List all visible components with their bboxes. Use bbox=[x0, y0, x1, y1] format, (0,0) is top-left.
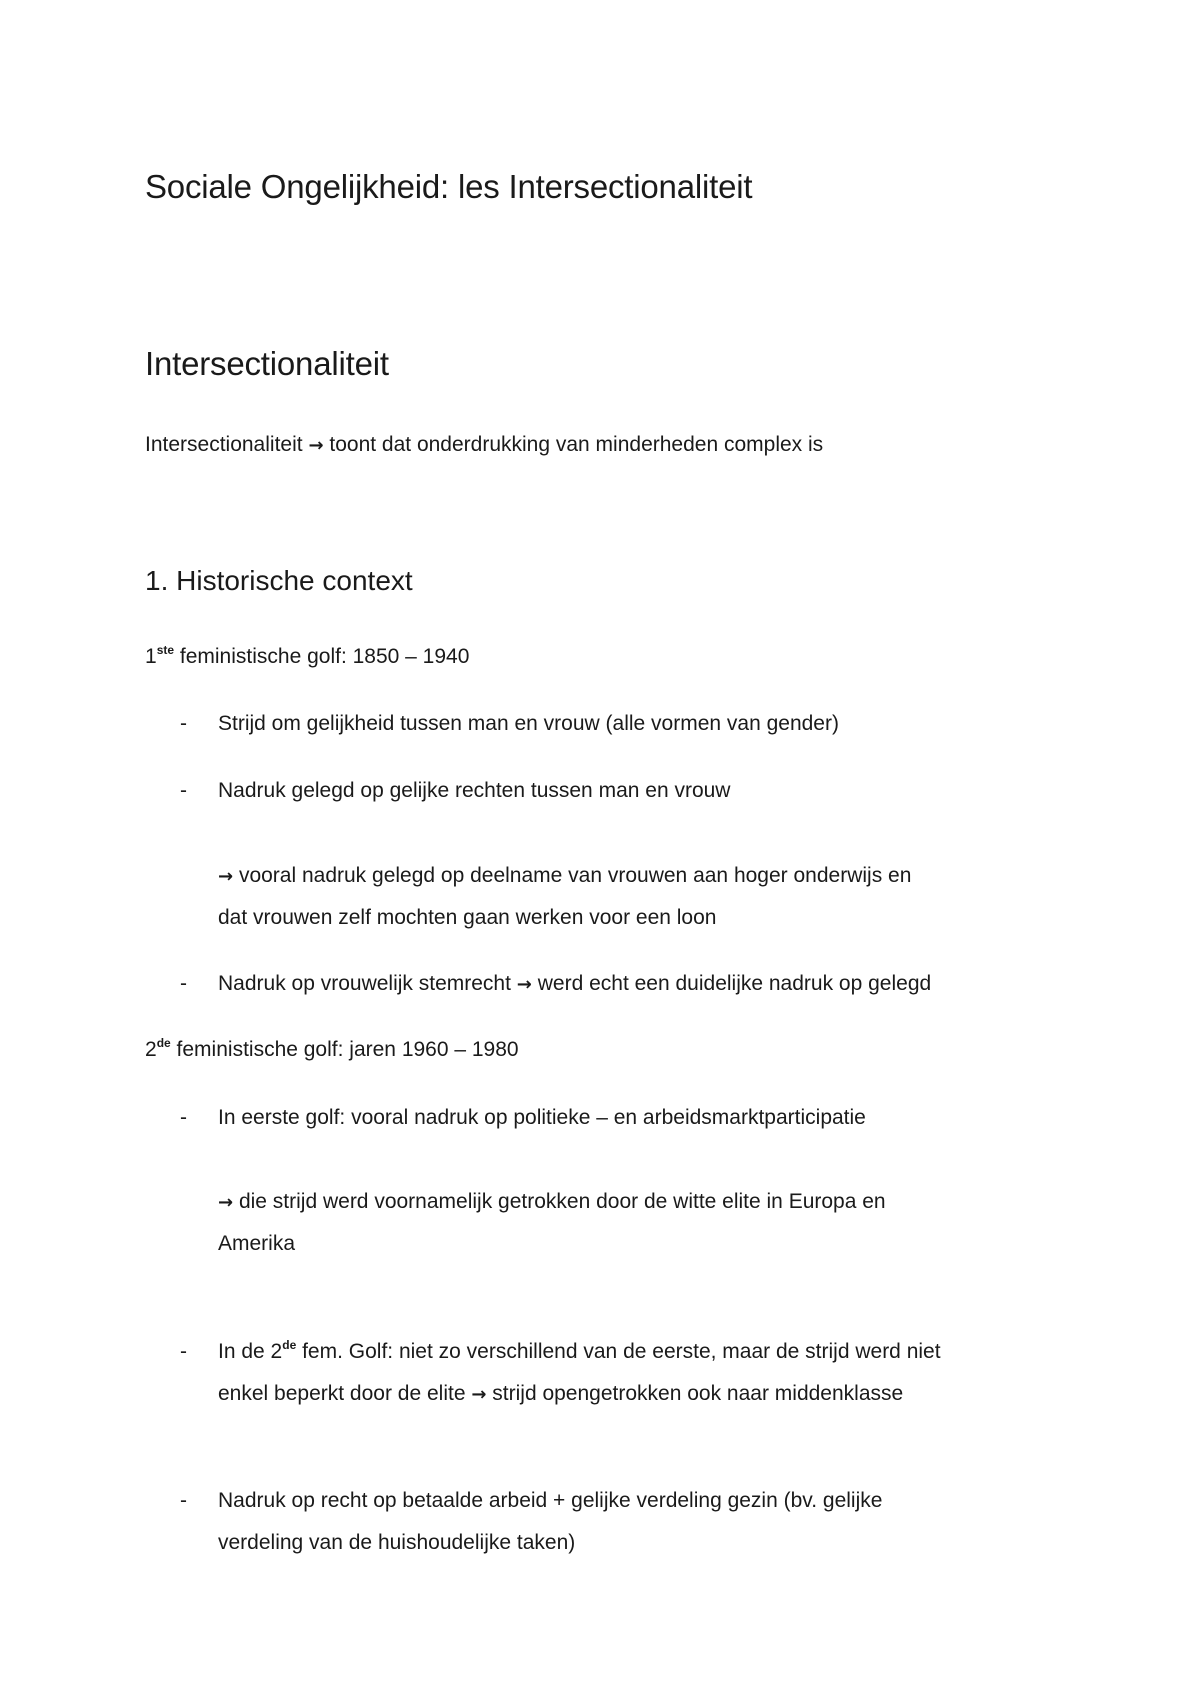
arrow-icon: → bbox=[308, 435, 324, 456]
arrow-icon: → bbox=[218, 1192, 234, 1213]
wave1-bullet1: Strijd om gelijkheid tussen man en vrouw (alle vormen van gender) bbox=[218, 712, 839, 735]
wave1-bullet3 bbox=[218, 963, 931, 1006]
intro-definition: toont dat onderdrukking van minderheden complex is bbox=[329, 433, 824, 456]
wave2-label-text: feministische golf: jaren 1960 – 1980 bbox=[176, 1038, 519, 1061]
wave1-bullet2: Nadruk gelegd op gelijke rechten tussen man en vrouw bbox=[218, 779, 731, 802]
bullet-dash: - bbox=[180, 712, 187, 735]
wave1-label-text: feministische golf: 1850 – 1940 bbox=[179, 645, 470, 668]
arrow-icon: → bbox=[218, 866, 234, 887]
wave2-bullet3-line1: Nadruk op recht op betaalde arbeid + gelijke verdeling gezin (bv. gelijke bbox=[218, 1489, 883, 1512]
document-title: Sociale Ongelijkheid: les Intersectionaliteit bbox=[145, 168, 753, 205]
bullet-dash: - bbox=[180, 1106, 187, 1129]
wave2-bullet2-line2-part1: enkel beperkt door de elite bbox=[218, 1382, 466, 1405]
wave1-note-line1 bbox=[218, 855, 911, 898]
wave2-label bbox=[145, 1029, 519, 1071]
arrow-icon: → bbox=[471, 1384, 487, 1405]
section-heading: Intersectionaliteit bbox=[145, 345, 389, 382]
wave2-bullet2-line2 bbox=[218, 1373, 903, 1416]
subsection-heading: 1. Historische context bbox=[145, 565, 413, 596]
intro-line bbox=[145, 424, 823, 467]
bullet-dash: - bbox=[180, 972, 187, 995]
wave1-bullet3-part1: Nadruk op vrouwelijk stemrecht bbox=[218, 972, 511, 995]
wave2-bullet1: In eerste golf: vooral nadruk op politieke – en arbeidsmarktparticipatie bbox=[218, 1106, 866, 1129]
bullet-dash: - bbox=[180, 1340, 187, 1363]
bullet-dash: - bbox=[180, 779, 187, 802]
wave2-note-line1 bbox=[218, 1181, 886, 1224]
bullet-dash: - bbox=[180, 1489, 187, 1512]
intro-term: Intersectionaliteit bbox=[145, 433, 303, 456]
wave2-bullet2-line2-part2: strijd opengetrokken ook naar middenklasse bbox=[492, 1382, 904, 1405]
wave1-ordinal: 1 bbox=[145, 645, 157, 668]
wave2-bullet2-line1 bbox=[218, 1331, 941, 1373]
wave1-ordinal-suffix: ste bbox=[156, 643, 175, 657]
wave1-label bbox=[145, 636, 469, 678]
wave1-note-text1: vooral nadruk gelegd op deelname van vrouwen aan hoger onderwijs en bbox=[238, 864, 912, 887]
wave1-bullet3-part2: werd echt een duidelijke nadruk op gelegd bbox=[537, 972, 932, 995]
wave2-bullet3-line2: verdeling van de huishoudelijke taken) bbox=[218, 1531, 576, 1554]
wave2-note-text1: die strijd werd voornamelijk getrokken door de witte elite in Europa en bbox=[238, 1190, 886, 1213]
wave2-bullet2-rest: fem. Golf: niet zo verschillend van de eerste, maar de strijd werd niet bbox=[302, 1340, 941, 1363]
wave2-bullet2-sup: de bbox=[282, 1338, 297, 1352]
arrow-icon: → bbox=[516, 974, 532, 995]
wave1-note-line2: dat vrouwen zelf mochten gaan werken voor een loon bbox=[218, 906, 717, 929]
wave2-bullet2-prefix: In de 2 bbox=[218, 1340, 283, 1363]
wave2-note-line2: Amerika bbox=[218, 1232, 296, 1255]
wave2-ordinal-suffix: de bbox=[156, 1036, 171, 1050]
wave2-ordinal: 2 bbox=[145, 1038, 157, 1061]
